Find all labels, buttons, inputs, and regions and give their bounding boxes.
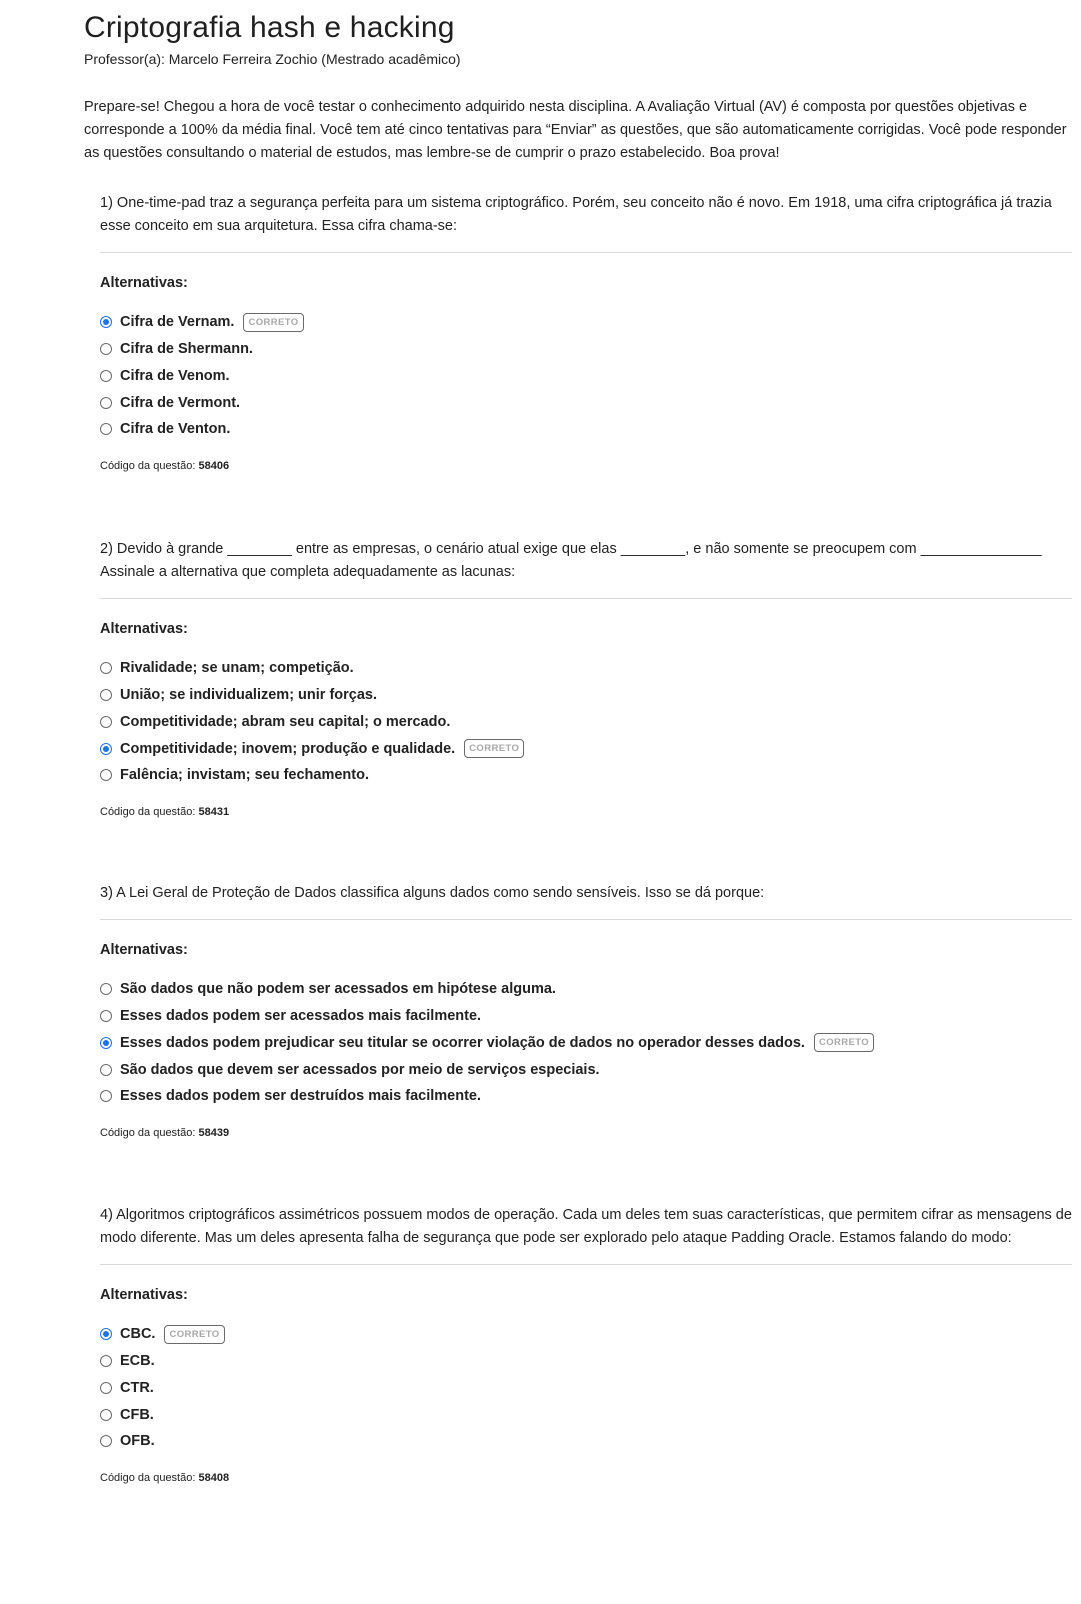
alternative-option[interactable] — [100, 1348, 1072, 1375]
alternative-option[interactable] — [100, 1428, 1072, 1455]
correct-badge: CORRETO — [164, 1325, 224, 1344]
alternative-option[interactable] — [100, 1056, 1072, 1083]
alternative-option[interactable] — [100, 1083, 1072, 1110]
intro-text: Prepare-se! Chegou a hora de você testar o conhecimento adquirido nesta disciplina. A Avaliação Virtual (AV) é composta por questões objetivas e corresponde a 100% da média final. Você tem até cinco tentativas para “Enviar” as questões, que são automaticamente corrigidas. Você pode responder as questões consultando o material de estudos, mas lembre-se de cumprir o prazo estabelecido. Boa prova! — [84, 99, 1067, 161]
question-code-value: 58406 — [198, 459, 230, 472]
question-code — [100, 1126, 1072, 1140]
radio-button[interactable] — [100, 662, 112, 674]
alternative-label: Cifra de Vernam. — [120, 314, 235, 331]
correct-badge: CORRETO — [464, 739, 524, 758]
question-code-label: Código da questão: — [100, 805, 196, 818]
radio-button[interactable] — [100, 370, 112, 382]
alternative-label: São dados que devem ser acessados por meio de serviços especiais. — [120, 1061, 600, 1078]
alternative-label: CFB. — [120, 1406, 154, 1423]
alternative-option[interactable] — [100, 735, 1072, 762]
divider — [100, 1264, 1072, 1265]
radio-button[interactable] — [100, 423, 112, 435]
radio-button-selected[interactable] — [100, 316, 112, 328]
alternative-option[interactable] — [100, 976, 1072, 1003]
alternative-label: Competitividade; inovem; produção e qualidade. — [120, 740, 456, 757]
question-code-label: Código da questão: — [100, 459, 196, 472]
correct-badge: CORRETO — [814, 1033, 874, 1052]
alternative-option[interactable] — [100, 709, 1072, 736]
alternative-label: São dados que não podem ser acessados em hipótese alguma. — [120, 981, 556, 998]
alternative-label: OFB. — [120, 1433, 155, 1450]
alternative-option[interactable] — [100, 1003, 1072, 1030]
radio-button[interactable] — [100, 1382, 112, 1394]
alternative-option[interactable] — [100, 655, 1072, 682]
alternative-label: Cifra de Vermont. — [120, 394, 241, 411]
radio-button-selected[interactable] — [100, 1328, 112, 1340]
page-header — [84, 0, 1074, 165]
alternative-label: Cifra de Venom. — [120, 367, 230, 384]
alternative-option[interactable] — [100, 682, 1072, 709]
radio-button[interactable] — [100, 1435, 112, 1447]
question-code-value: 58431 — [198, 805, 230, 818]
question-text: 2) Devido à grande ________ entre as empresas, o cenário atual exige que elas ________, e não somente se preocupem com _______________ Assinale a alternativa que completa adequadamente as lacunas: — [100, 541, 1042, 580]
question-text: 1) One-time-pad traz a segurança perfeita para um sistema criptográfico. Porém, seu conceito não é novo. Em 1918, uma cifra criptográfica já trazia esse conceito em sua arquitetura. Essa cifra chama-se: — [100, 195, 1052, 234]
radio-button[interactable] — [100, 1064, 112, 1076]
alternative-option[interactable] — [100, 363, 1072, 390]
alternative-option[interactable] — [100, 1401, 1072, 1428]
radio-button[interactable] — [100, 1090, 112, 1102]
radio-button[interactable] — [100, 1010, 112, 1022]
question-code-label: Código da questão: — [100, 1126, 196, 1139]
alternative-label: União; se individualizem; unir forças. — [120, 687, 378, 704]
alternative-label: ECB. — [120, 1353, 155, 1370]
professor-line: Professor(a): Marcelo Ferreira Zochio (Mestrado acadêmico) — [84, 51, 461, 67]
alternative-label: Esses dados podem ser destruídos mais facilmente. — [120, 1088, 482, 1105]
radio-button[interactable] — [100, 689, 112, 701]
alternative-label: CBC. — [120, 1326, 156, 1343]
radio-button[interactable] — [100, 716, 112, 728]
alternatives-list — [100, 1321, 1072, 1455]
page-title: Criptografia hash e hacking — [84, 11, 455, 44]
question-code-value: 58439 — [198, 1126, 230, 1139]
alternative-option[interactable] — [100, 1321, 1072, 1348]
alternative-option[interactable] — [100, 1375, 1072, 1402]
alternatives-heading: Alternativas: — [100, 942, 188, 958]
question-code-label: Código da questão: — [100, 1471, 196, 1484]
alternative-option[interactable] — [100, 416, 1072, 443]
divider — [100, 598, 1072, 599]
question-code-value: 58408 — [198, 1471, 230, 1484]
question-1 — [100, 192, 1072, 473]
question-4 — [100, 1204, 1072, 1485]
question-code — [100, 805, 1072, 819]
alternative-label: Falência; invistam; seu fechamento. — [120, 767, 369, 784]
alternative-option[interactable] — [100, 309, 1072, 336]
alternative-option[interactable] — [100, 389, 1072, 416]
radio-button[interactable] — [100, 769, 112, 781]
alternatives-list — [100, 976, 1072, 1110]
alternative-label: CTR. — [120, 1379, 154, 1396]
alternatives-list — [100, 655, 1072, 789]
alternatives-list — [100, 309, 1072, 443]
alternative-label: Cifra de Shermann. — [120, 341, 253, 358]
question-3 — [100, 882, 1072, 1140]
radio-button[interactable] — [100, 983, 112, 995]
alternative-label: Competitividade; abram seu capital; o mercado. — [120, 713, 451, 730]
alternative-label: Esses dados podem prejudicar seu titular se ocorrer violação de dados no operador desses dados. — [120, 1034, 805, 1051]
question-code — [100, 459, 1072, 473]
question-code — [100, 1471, 1072, 1485]
question-2 — [100, 538, 1072, 819]
question-text: 3) A Lei Geral de Proteção de Dados classifica alguns dados como sendo sensíveis. Isso se dá porque: — [100, 885, 765, 901]
divider — [100, 919, 1072, 920]
radio-button[interactable] — [100, 343, 112, 355]
radio-button-selected[interactable] — [100, 743, 112, 755]
radio-button[interactable] — [100, 1409, 112, 1421]
question-text: 4) Algoritmos criptográficos assimétricos possuem modos de operação. Cada um deles tem suas características, que permitem cifrar as mensagens de modo diferente. Mas um deles apresenta falha de segurança que pode ser explorado pelo ataque Padding Oracle. Estamos falando do modo: — [100, 1207, 1072, 1246]
alternative-label: Esses dados podem ser acessados mais facilmente. — [120, 1008, 482, 1025]
alternative-option[interactable] — [100, 762, 1072, 789]
alternatives-heading: Alternativas: — [100, 275, 188, 291]
radio-button-selected[interactable] — [100, 1037, 112, 1049]
radio-button[interactable] — [100, 397, 112, 409]
alternatives-heading: Alternativas: — [100, 621, 188, 637]
alternative-option[interactable] — [100, 1030, 1072, 1057]
correct-badge: CORRETO — [243, 313, 303, 332]
alternative-label: Cifra de Venton. — [120, 421, 231, 438]
divider — [100, 252, 1072, 253]
radio-button[interactable] — [100, 1355, 112, 1367]
alternative-option[interactable] — [100, 336, 1072, 363]
alternatives-heading: Alternativas: — [100, 1287, 188, 1303]
alternative-label: Rivalidade; se unam; competição. — [120, 660, 354, 677]
